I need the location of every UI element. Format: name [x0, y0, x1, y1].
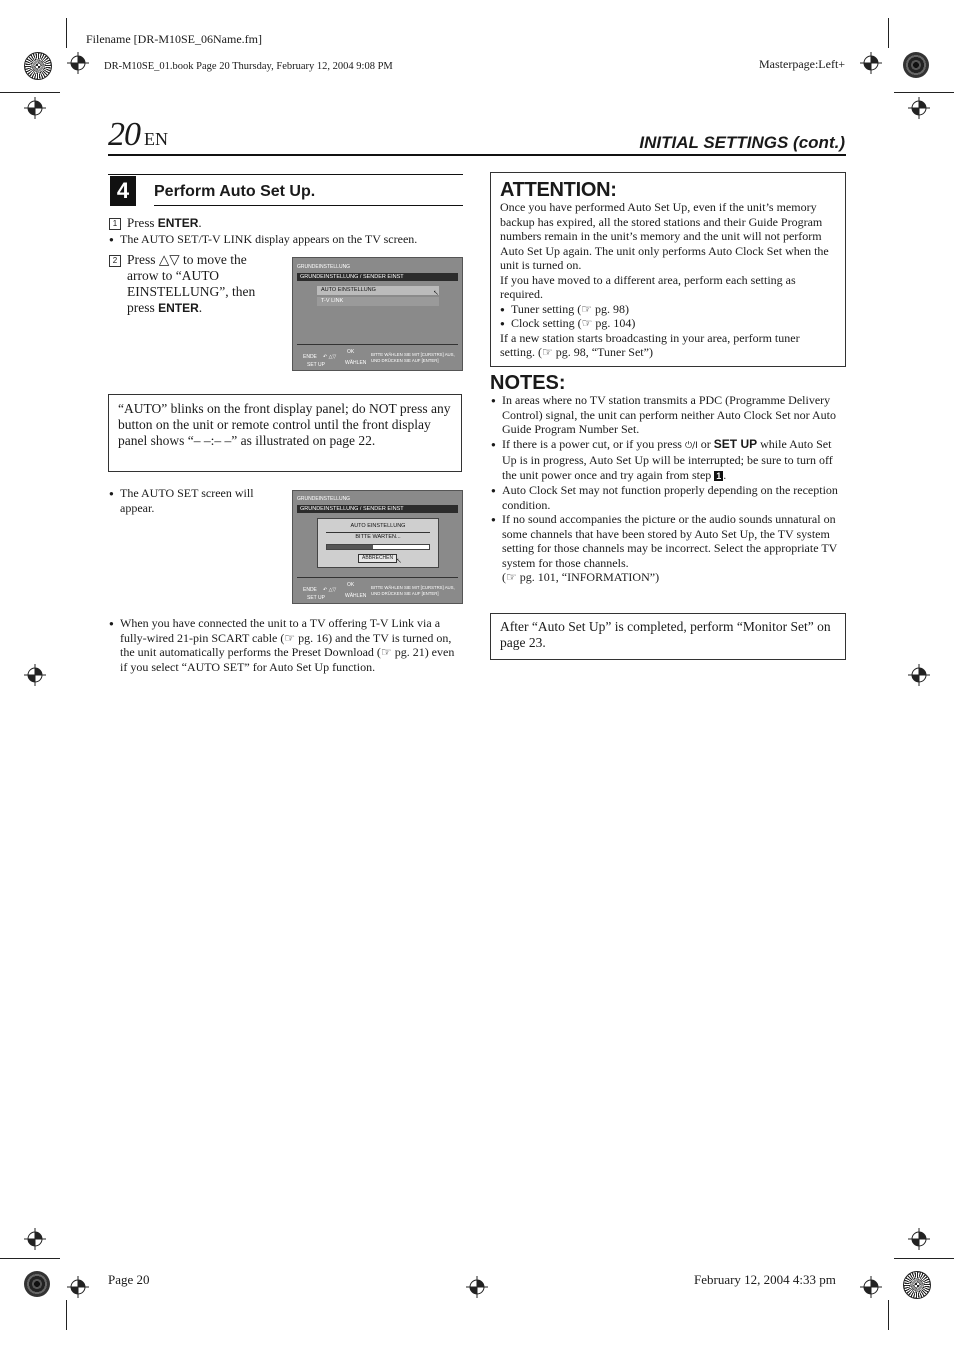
- crosshair-icon: [908, 1228, 930, 1250]
- nav-arrows-icon: ↶ △▽: [323, 354, 337, 360]
- cancel-button[interactable]: ABBRECHEN: [358, 554, 397, 563]
- auto-set-bullet: ● The AUTO SET screen will appear.: [120, 486, 280, 515]
- cursor-arrow-icon: ↖: [396, 557, 402, 565]
- crosshair-icon: [67, 1276, 89, 1298]
- substep-1-bullet: ● The AUTO SET/T-V LINK display appears on the TV screen.: [120, 232, 460, 247]
- screen-title-bar: GRUNDEINSTELLUNG / SENDER EINST: [297, 505, 458, 513]
- step-title: Perform Auto Set Up.: [154, 183, 316, 200]
- progress-bar-fill: [327, 545, 373, 549]
- progress-dialog: AUTO EINSTELLUNG BITTE WARTEN... ABBRECHEN ↖: [317, 518, 439, 568]
- crosshair-icon: [24, 97, 46, 119]
- nav-arrows-icon: ↶ △▽: [323, 587, 337, 593]
- book-meta: DR-M10SE_01.book Page 20 Thursday, February 12, 2004 9:08 PM: [104, 61, 393, 72]
- tv-screen-auto-set-menu: GRUNDEINSTELLUNG GRUNDEINSTELLUNG / SENDER EINST AUTO EINSTELLUNG ↖ T-V LINK ENDE SET UP ↶ △▽ OK WÄHLEN BITTE WÄHLEN SIE MIT [CURSTRS] AUS, UND DRÜCKEN SIE AUF [ENTER]: [292, 257, 463, 371]
- substep-1-marker: 1: [109, 218, 121, 230]
- filename-meta: Filename [DR-M10SE_06Name.fm]: [86, 32, 262, 46]
- attention-p3: If a new station starts broadcasting in your area, perform tuner setting. (☞ pg. 98, “Tuner Set”): [500, 330, 800, 359]
- screen-title-bar: GRUNDEINSTELLUNG / SENDER EINST: [297, 273, 458, 281]
- menu-item-tv-link: T-V LINK: [317, 297, 439, 306]
- header-rule: [108, 154, 846, 156]
- tv-screen-auto-set-progress: GRUNDEINSTELLUNG GRUNDEINSTELLUNG / SENDER EINST AUTO EINSTELLUNG BITTE WARTEN... ABBRECHEN ↖ ENDE SET UP ↶ △▽ OK WÄHLEN BITTE WÄHLEN SIE MIT [CURSTRS] AUS, UND DRÜCKEN SIE AUF [ENTER]: [292, 490, 463, 604]
- registration-dial-icon: [24, 52, 52, 80]
- section-title: INITIAL SETTINGS (cont.): [639, 133, 845, 152]
- menu-item-auto-einstellung: AUTO EINSTELLUNG: [317, 286, 439, 295]
- masterpage-meta: Masterpage:Left+: [759, 57, 846, 71]
- power-icon: ⏻/I: [684, 440, 698, 451]
- tv-link-bullet: ● When you have connected the unit to a TV offering T-V Link via a fully-wired 21-pin SCART cable (☞ pg. 16) and the TV is turned on, the unit automatically performs the Preset Download (☞ pg. 21) even if you select “AUTO SET” for Auto Set Up function.: [120, 616, 462, 674]
- crosshair-icon: [908, 97, 930, 119]
- registration-dial-icon: [24, 1271, 50, 1297]
- substep-2-marker: 2: [109, 255, 121, 267]
- note-clock: ● Auto Clock Set may not function properly depending on the reception condition.: [502, 483, 846, 512]
- crosshair-icon: [860, 1276, 882, 1298]
- attention-bullet-tuner: ● Tuner setting (☞ pg. 98): [511, 302, 831, 317]
- attention-bullet-clock: ● Clock setting (☞ pg. 104): [511, 316, 831, 331]
- attention-p1: Once you have performed Auto Set Up, even if the unit’s memory backup has expired, all the stored stations and their Guide Program numbers remain in the unit’s memory and the unit will not perform Auto Set Up again. The unit only performs Auto Clock Set when the unit is turned on.: [500, 200, 829, 272]
- crosshair-icon: [24, 1228, 46, 1250]
- crosshair-icon: [860, 52, 882, 74]
- footer-date: February 12, 2004 4:33 pm: [694, 1272, 836, 1287]
- attention-title: ATTENTION:: [500, 179, 617, 201]
- page-number: 20: [108, 116, 140, 153]
- enter-key: ENTER: [157, 216, 199, 230]
- notes-list: [502, 393, 846, 585]
- note-sound-ref: (☞ pg. 101, “INFORMATION”): [502, 570, 660, 584]
- crosshair-icon: [67, 52, 89, 74]
- attention-box: [490, 172, 846, 367]
- page-lang: EN: [144, 129, 168, 149]
- cursor-arrow-icon: ↖: [433, 289, 439, 297]
- after-setup-box: After “Auto Set Up” is completed, perform “Monitor Set” on page 23.: [490, 613, 846, 660]
- notes-title: NOTES:: [490, 372, 566, 394]
- crosshair-icon: [466, 1276, 488, 1298]
- step-number: 4: [110, 176, 136, 206]
- registration-dial-icon: [903, 1271, 931, 1299]
- substep-1-text: Press ENTER.: [127, 215, 202, 230]
- page-number-heading: [108, 116, 168, 154]
- progress-bar: [326, 544, 430, 550]
- note-sound: ● If no sound accompanies the picture or the audio sounds unnatural on some channels that have been stored by Auto Set Up, the TV system setting for those channels may be incorrect. Select the appropriate TV system for those channels.: [502, 512, 846, 570]
- attention-p2: If you have moved to a different area, perform each setting as required.: [500, 272, 796, 301]
- step-ref-badge: 1: [716, 470, 722, 481]
- registration-dial-icon: [903, 52, 929, 78]
- crosshair-icon: [24, 664, 46, 686]
- footer-page: Page 20: [108, 1272, 150, 1287]
- warning-box: “AUTO” blinks on the front display panel; do NOT press any button on the unit or remote control until the front display panel shows “– –:– –” as illustrated on page 22.: [108, 394, 462, 472]
- crosshair-icon: [908, 664, 930, 686]
- note-pdc: ● In areas where no TV station transmits a PDC (Programme Delivery Control) signal, the unit can perform neither Auto Clock Set nor Auto Guide Program Number Set.: [502, 393, 846, 437]
- note-power-cut: ● If there is a power cut, or if you press ⏻/I or SET UP while Auto Set Up is in progress, Auto Set Up will be interrupted; be sure to turn off the unit power once and try again from step 1 .: [502, 437, 846, 484]
- substep-2-text: Press △▽ to move the arrow to “AUTO EINSTELLUNG”, then press ENTER.: [127, 252, 256, 315]
